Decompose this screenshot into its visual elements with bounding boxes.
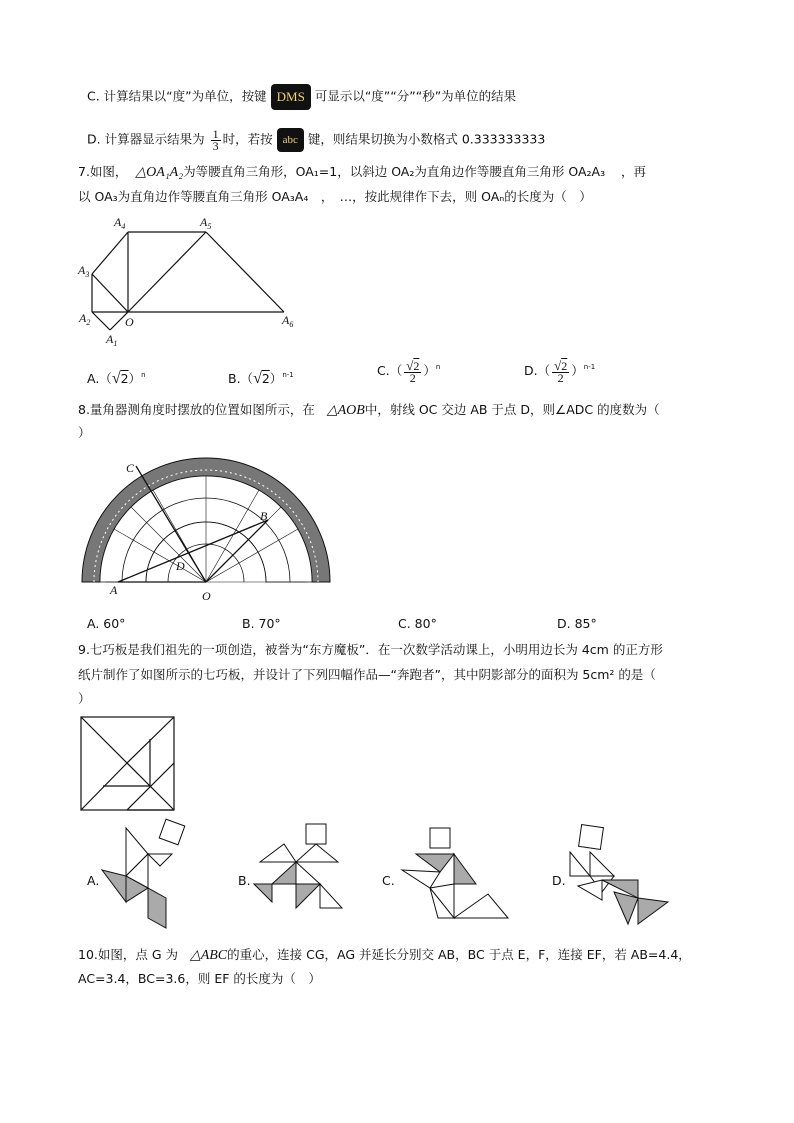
q8-option-b: B. 70° — [242, 616, 281, 631]
label-C: C — [126, 461, 135, 475]
q8-stem-line1: 8.量角器测角度时摆放的位置如图所示，在 △AOB中，射线 OC 交边 AB 于点 D，则∠ADC 的度数为（ — [78, 402, 660, 418]
q6-option-d-text: D. 计算器显示结果为 — [87, 131, 205, 147]
label-A1: $A_1$ — [106, 332, 118, 347]
q6-option-d — [87, 128, 545, 152]
label-A4: $A_4$ — [114, 215, 126, 231]
sqrt-icon: √ — [253, 370, 262, 387]
q8-stem-line2: ） — [78, 425, 91, 440]
q10-stem-line2: AC=3.4，BC=3.6，则 EF 的长度为（ ） — [78, 971, 321, 986]
label-A6: $A_6$ — [282, 313, 294, 329]
label-B: B — [260, 509, 268, 523]
q7-triangle: △OA₁A₂ — [135, 165, 184, 180]
q10-stem-line1: 10.如图，点 G 为 △ABC的重心，连接 CG，AG 并延长分别交 AB，BC 于点 E，F，连接 EF，若 AB=4.4， — [78, 947, 691, 963]
q9-option-a-label: A. — [87, 873, 100, 888]
q8-triangle: △AOB — [326, 403, 365, 418]
q7-stem-line1: 7.如图， △OA₁A₂为等腰直角三角形，OA₁=1，以斜边 OA₂为直角边作等腰直角三角形 OA₂A₃ ，再 — [78, 164, 647, 180]
label-A: A — [110, 583, 118, 597]
label-A2: $A_2$ — [79, 311, 91, 327]
q6-option-c-text-end: 可显示以“度”“分”“秒”为单位的结果 — [314, 88, 517, 104]
q10-triangle: △ABC — [189, 948, 228, 963]
sqrt-icon: √ — [111, 370, 121, 387]
q8-option-c: C. 80° — [398, 616, 437, 631]
q9-stem-line2: 纸片制作了如图所示的七巧板，并设计了下列四幅作品—“奔跑者”，其中阴影部分的面积为 5cm² 的是（ — [78, 667, 656, 682]
fraction-sqrt2-over-2: $\frac{√2}{2}$ — [554, 357, 568, 385]
runner-d-figure — [564, 822, 674, 932]
q6-option-c — [87, 84, 516, 110]
fraction-sqrt2-over-2: $\frac{√2}{2}$ — [406, 357, 420, 385]
label-A3: $A_3$ — [78, 263, 90, 279]
label-O: O — [125, 315, 134, 329]
q8-option-d: D. 85° — [557, 616, 597, 631]
q9-option-c-label: C. — [382, 873, 395, 888]
q9-option-d-label: D. — [552, 873, 566, 888]
q6-option-d-text-mid: 时，若按 — [222, 131, 273, 147]
q6-option-c-text: C. 计算结果以“度”为单位，按键 — [87, 88, 267, 104]
q9-stem-line3: ） — [78, 691, 91, 706]
tangram-square-figure — [80, 716, 176, 812]
runner-a-figure — [96, 818, 196, 933]
q7-option-d: D.（ $\frac{√2}{2}$ ）$^{n-1}$ — [524, 357, 596, 385]
abc-key-icon: abc — [277, 128, 304, 152]
fraction-one-third: $\frac{1}{3}$ — [212, 126, 219, 153]
label-D: D — [176, 559, 185, 573]
q7-option-b: $B.(√2)^{n-1}$ — [228, 370, 294, 387]
q7-spiral-figure — [70, 212, 310, 347]
q8-option-a: A. 60° — [87, 616, 126, 631]
runner-c-figure — [396, 824, 516, 928]
q7-option-c: C.（ $\frac{√2}{2}$ ）$^n$ — [377, 357, 441, 385]
q7-stem-line2: 以 OA₃为直角边作等腰直角三角形 OA₃A₄ ， …，按此规律作下去，则 OAₙ的长度为（ ） — [78, 189, 592, 204]
runner-b-figure — [250, 820, 350, 930]
q9-option-b-label: B. — [238, 873, 251, 888]
label-A5: $A_5$ — [200, 215, 212, 231]
q7-option-a: $A.(√2)^n$ — [87, 370, 146, 387]
dms-key-icon: DMS — [271, 84, 311, 110]
q8-protractor-figure — [76, 456, 336, 606]
q6-option-d-text-end: 键，则结果切换为小数格式 0.333333333 — [307, 131, 546, 147]
q9-stem-line1: 9.七巧板是我们祖先的一项创造，被誉为“东方魔板”．在一次数学活动课上，小明用边长为 4cm 的正方形 — [78, 642, 663, 657]
label-O: O — [202, 589, 211, 603]
